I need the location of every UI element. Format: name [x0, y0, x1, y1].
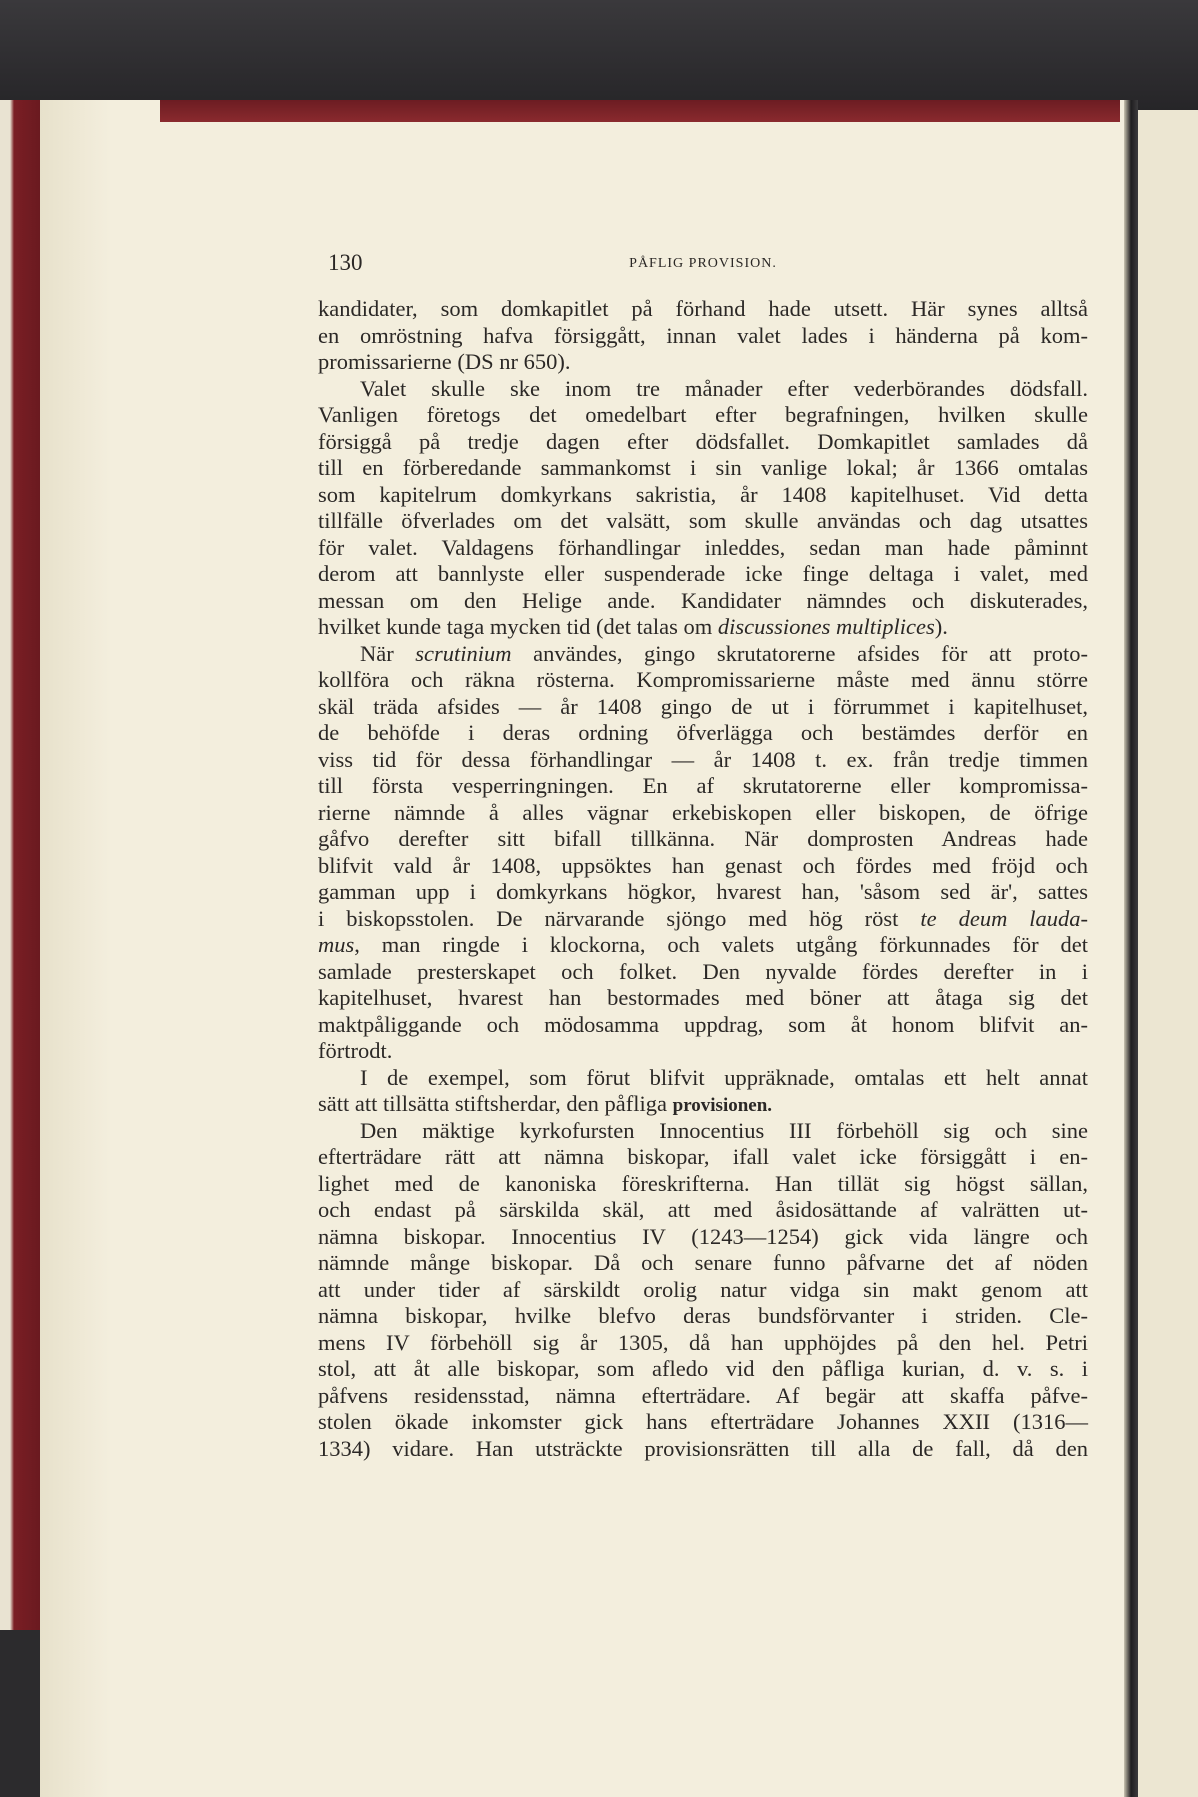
- text-segment: till första vesperringningen. En af skrutatorerne eller kompromissa-: [318, 773, 1088, 798]
- text-line: [318, 1171, 1088, 1198]
- text-line: [318, 1356, 1088, 1383]
- text-segment: och endast på särskilda skäl, att med åsidosättande af valrätten ut-: [318, 1197, 1088, 1222]
- text-segment: förtrodt.: [318, 1038, 393, 1063]
- text-line: [318, 1277, 1088, 1304]
- adjacent-page: [1136, 110, 1198, 1797]
- text-line: [318, 376, 1088, 403]
- text-segment: derom att bannlyste eller suspenderade icke finge deltaga i valet, med: [318, 561, 1088, 586]
- text-line: [318, 1012, 1088, 1039]
- text-line: [318, 614, 1088, 641]
- text-segment: När: [360, 640, 416, 666]
- text-segment: mens IV förbehöll sig år 1305, då han upphöjdes på den hel. Petri: [318, 1329, 1088, 1355]
- text-segment: en omröstning hafva försiggått, innan valet lades i händerna på kom-: [318, 322, 1088, 348]
- running-header: [318, 250, 1088, 280]
- text-line: [318, 773, 1088, 800]
- text-line: [318, 826, 1088, 853]
- book-spine-top: [160, 100, 1120, 122]
- text-line: [318, 1197, 1088, 1224]
- background-top: [0, 0, 1198, 110]
- text-line: [318, 323, 1088, 350]
- text-line: [318, 1250, 1088, 1277]
- text-segment: 1334) vidare. Han utsträckte provisionsrätten till alla de fall, då den: [318, 1435, 1088, 1461]
- text-segment: påfvens residensstad, nämna efterträdare. Af begär att skaffa påfve-: [318, 1382, 1088, 1408]
- text-line: [318, 349, 1088, 376]
- text-segment: , man ringde i klockorna, och valets utgång förkunnades för det: [354, 932, 1088, 957]
- text-segment: de behöfde i deras ordning öfverlägga och bestämdes derför en: [318, 720, 1088, 745]
- text-line: [318, 720, 1088, 747]
- text-segment: maktpåliggande och mödosamma uppdrag, som åt honom blifvit an-: [318, 1011, 1088, 1037]
- text-segment: kandidater, som domkapitlet på förhand hade utsett. Här synes alltså: [318, 296, 1088, 321]
- italic-text: scrutinium: [415, 640, 512, 666]
- text-segment: stolen ökade inkomster gick hans efterträdare Johannes XXII (1316—: [318, 1409, 1088, 1434]
- text-segment: hvilket kunde taga mycken tid (det talas om: [318, 614, 718, 639]
- text-line: [318, 1038, 1088, 1065]
- text-segment: försiggå på tredje dagen efter dödsfallet. Domkapitlet samlades då: [318, 428, 1088, 454]
- text-segment: nämna biskopar. Innocentius IV (1243—1254) gick vida längre och: [318, 1223, 1088, 1249]
- text-line: [318, 1091, 1088, 1118]
- text-segment: tillfälle öfverlades om det valsätt, som skulle användas och dag utsattes: [318, 508, 1088, 533]
- italic-text: te deum lauda-: [920, 905, 1089, 931]
- running-title: PÅFLIG PROVISION.: [629, 256, 777, 271]
- bold-text: provisionen.: [672, 1095, 773, 1116]
- text-line: [318, 1224, 1088, 1251]
- text-segment: för valet. Valdagens förhandlingar inleddes, sedan man hade påminnt: [318, 534, 1088, 560]
- text-line: [318, 455, 1088, 482]
- text-segment: samlade presterskapet och folket. Den nyvalde fördes derefter in i: [318, 958, 1088, 984]
- text-line: [318, 747, 1088, 774]
- text-segment: Valet skulle ske inom tre månader efter vederbörandes dödsfall.: [360, 375, 1088, 401]
- text-segment: som kapitelrum domkyrkans sakristia, år 1408 kapitelhuset. Vid detta: [318, 481, 1088, 507]
- text-segment: stol, att åt alle biskopar, som afledo vid den påfliga kurian, d. v. s. i: [318, 1356, 1088, 1381]
- text-line: [318, 588, 1088, 615]
- text-segment: gåfvo derefter sitt bifall tillkänna. När domprosten Andreas hade: [318, 826, 1088, 851]
- text-line: [318, 1065, 1088, 1092]
- text-line: [318, 508, 1088, 535]
- text-line: [318, 1118, 1088, 1145]
- text-line: [318, 1144, 1088, 1171]
- text-line: [318, 482, 1088, 509]
- text-line: [318, 1383, 1088, 1410]
- text-segment: I de exempel, som förut blifvit uppräknade, omtalas ett helt annat: [360, 1064, 1088, 1090]
- text-line: [318, 641, 1088, 668]
- text-segment: sätt att tillsätta stiftsherdar, den påfliga: [318, 1091, 673, 1116]
- text-line: [318, 1303, 1088, 1330]
- text-line: [318, 296, 1088, 323]
- text-line: [318, 402, 1088, 429]
- text-line: [318, 1436, 1088, 1463]
- text-line: [318, 429, 1088, 456]
- text-segment: messan om den Helige ande. Kandidater nämndes och diskuterades,: [318, 587, 1088, 613]
- page-gutter: [40, 100, 110, 1797]
- text-line: [318, 535, 1088, 562]
- text-segment: nämna biskopar, hvilke blefvo deras bundsförvanter i striden. Cle-: [318, 1303, 1088, 1328]
- text-segment: användes, gingo skrutatorerne afsides för att proto-: [511, 640, 1088, 666]
- text-line: [318, 906, 1088, 933]
- italic-text: mus: [318, 932, 355, 957]
- page-number: 130: [328, 250, 363, 275]
- text-segment: blifvit vald år 1408, uppsöktes han genast och fördes med fröjd och: [318, 852, 1088, 878]
- text-segment: lighet med de kanoniska föreskrifterna. Han tillät sig högst sällan,: [318, 1170, 1088, 1196]
- italic-text: discussiones multiplices: [717, 614, 935, 639]
- text-segment: skäl träda afsides — år 1408 gingo de ut i förrummet i kapitelhuset,: [318, 693, 1088, 719]
- text-segment: gamman upp i domkyrkans högkor, hvarest han, 'såsom sed är', sattes: [318, 879, 1088, 904]
- text-line: [318, 667, 1088, 694]
- text-line: [318, 985, 1088, 1012]
- text-line: [318, 879, 1088, 906]
- text-segment: rierne nämnde å alles vägnar erkebiskopen eller biskopen, de öfrige: [318, 799, 1088, 825]
- text-line: [318, 694, 1088, 721]
- text-line: [318, 800, 1088, 827]
- text-segment: Vanligen företogs det omedelbart efter begrafningen, hvilken skulle: [318, 402, 1088, 427]
- text-segment: att under tider af särskildt orolig natur vidga sin makt genom att: [318, 1276, 1088, 1302]
- page-divider: [1124, 100, 1138, 1797]
- text-segment: promissarierne (DS nr 650).: [318, 349, 571, 374]
- text-segment: Den mäktige kyrkofursten Innocentius III förbehöll sig och sine: [360, 1117, 1088, 1143]
- text-segment: viss tid för dessa förhandlingar — år 1408 t. ex. från tredje timmen: [318, 746, 1088, 772]
- text-line: [318, 932, 1088, 959]
- text-line: [318, 1330, 1088, 1357]
- text-line: [318, 959, 1088, 986]
- text-segment: i biskopsstolen. De närvarande sjöngo med hög röst: [318, 905, 921, 931]
- body-text: [318, 296, 1088, 1462]
- text-line: [318, 1409, 1088, 1436]
- text-segment: efterträdare rätt att nämna biskopar, ifall valet icke försiggått i en-: [318, 1144, 1088, 1169]
- text-segment: kapitelhuset, hvarest han bestormades med böner att åtaga sig det: [318, 985, 1088, 1010]
- text-segment: till en förberedande sammankomst i sin vanlige lokal; år 1366 omtalas: [318, 455, 1088, 480]
- text-segment: kollföra och räkna rösterna. Kompromissarierne måste med ännu större: [318, 667, 1088, 692]
- text-segment: ).: [934, 614, 948, 639]
- text-line: [318, 853, 1088, 880]
- text-line: [318, 561, 1088, 588]
- text-segment: nämnde månge biskopar. Då och senare funno påfvarne det af nöden: [318, 1250, 1088, 1275]
